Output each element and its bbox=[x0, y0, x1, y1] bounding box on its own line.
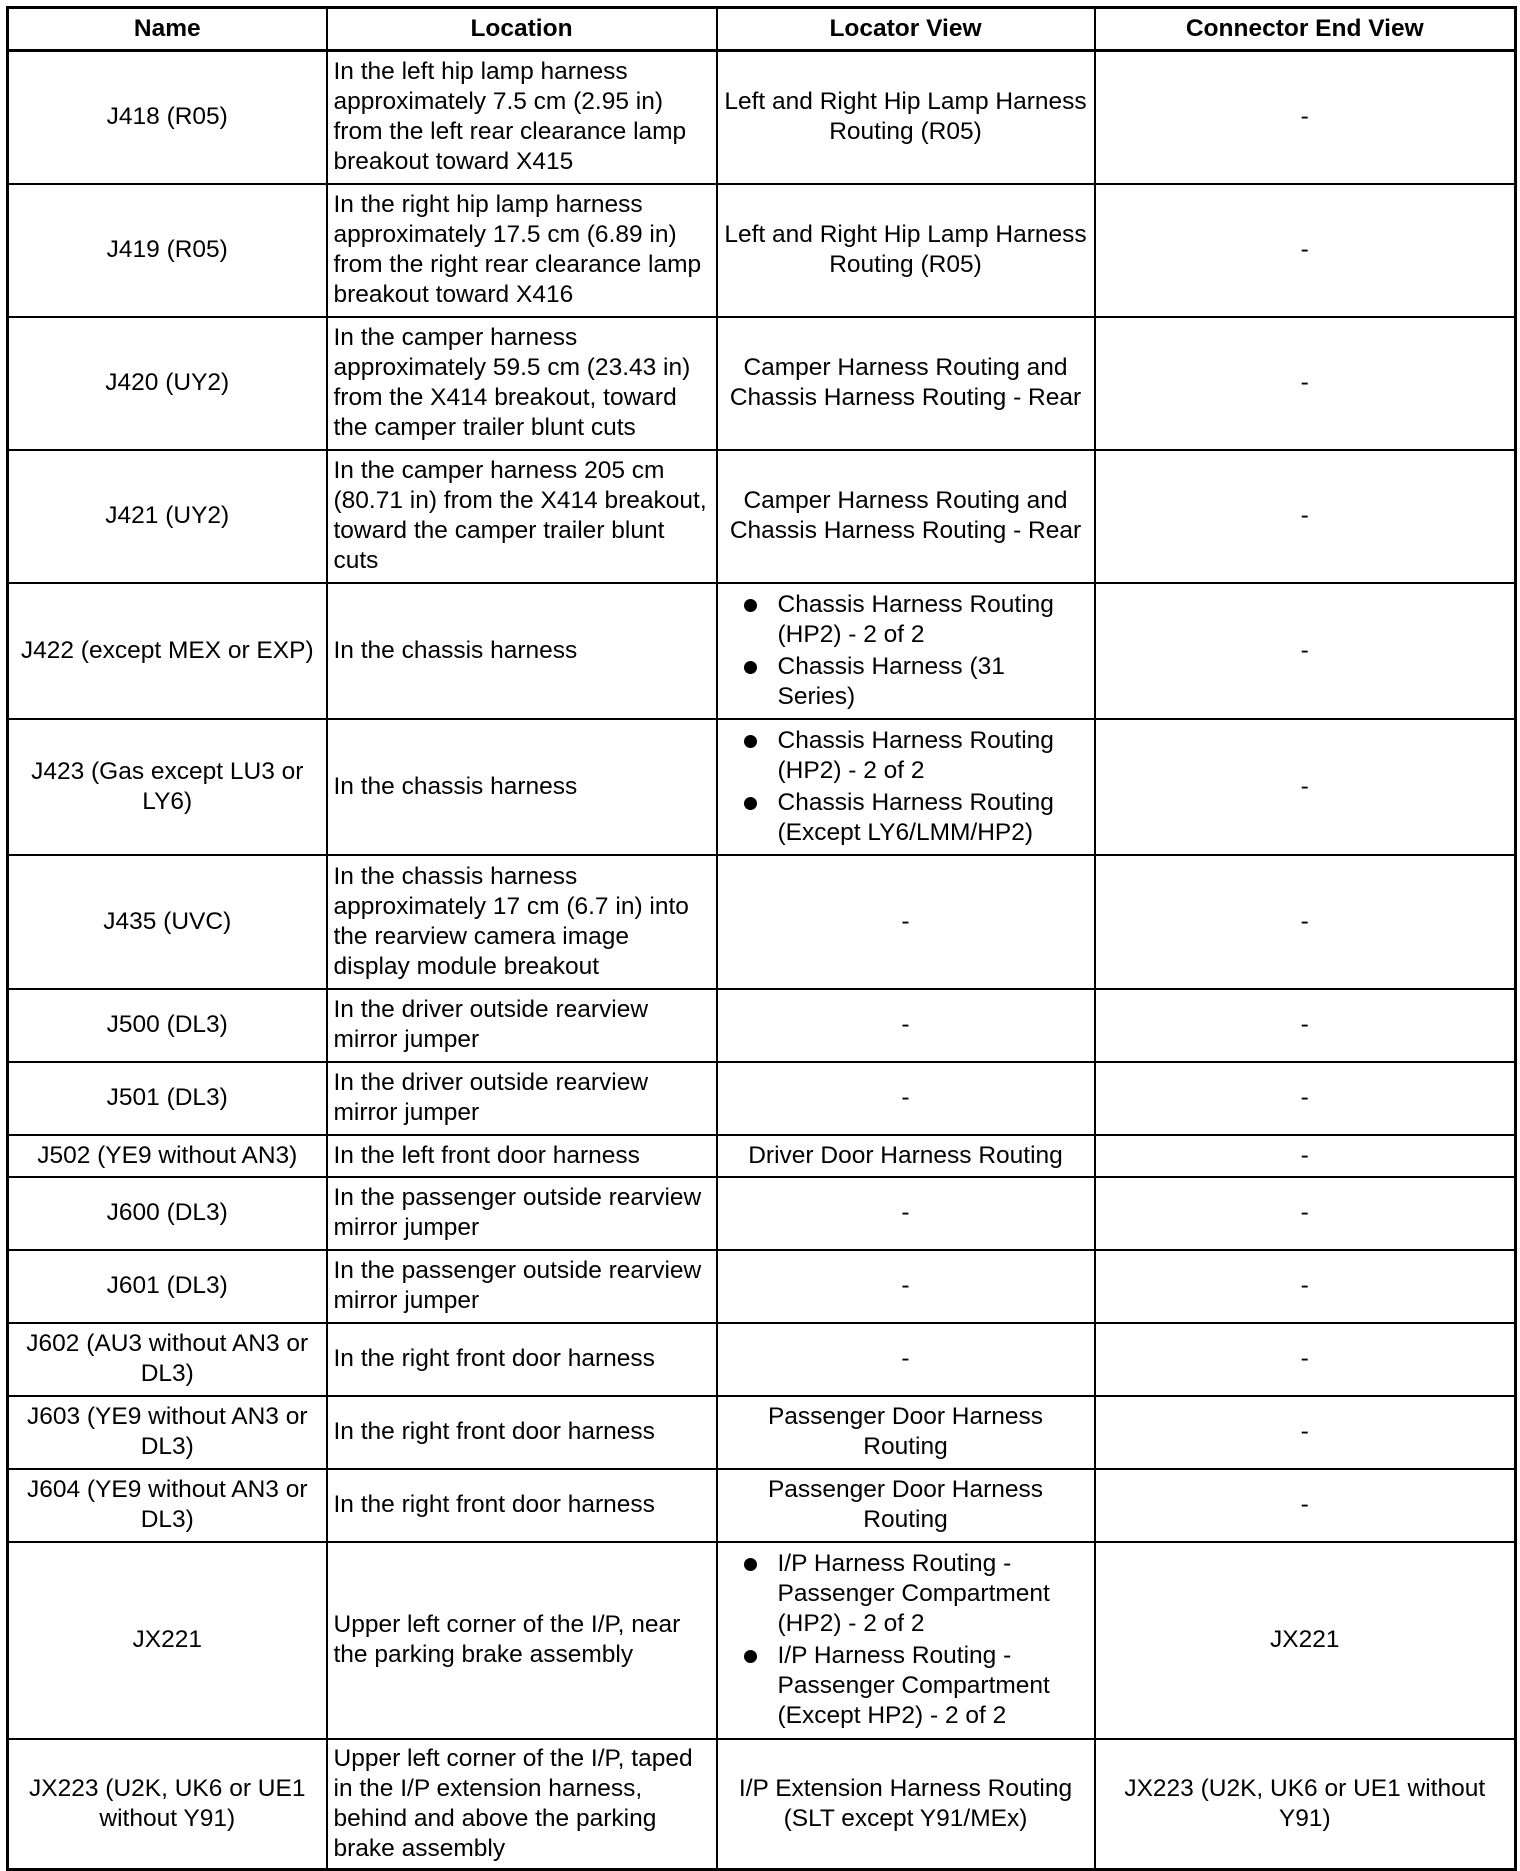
cell-name: J435 (UVC) bbox=[8, 855, 327, 989]
cell-location: In the right hip lamp harness approximately 17.5 cm (6.89 in) from the right rear clearance lamp breakout toward X416 bbox=[327, 184, 717, 317]
bullet-icon bbox=[744, 661, 757, 674]
cell-connector-end-view: JX223 (U2K, UK6 or UE1 without Y91) bbox=[1095, 1739, 1516, 1870]
table-row bbox=[8, 1739, 1516, 1870]
list-item bbox=[742, 652, 1088, 712]
cell-location: Upper left corner of the I/P, taped in the I/P extension harness, behind and above the parking brake assembly bbox=[327, 1739, 717, 1870]
cell-location: In the right front door harness bbox=[327, 1396, 717, 1469]
cell-location: In the chassis harness bbox=[327, 583, 717, 719]
cell-location: In the driver outside rearview mirror jumper bbox=[327, 1062, 717, 1135]
locator-view-text: Camper Harness Routing and Chassis Harness Routing - Rear bbox=[729, 354, 1082, 411]
table-row bbox=[8, 450, 1516, 583]
cell-connector-end-view: - bbox=[1095, 1062, 1516, 1135]
table-row bbox=[8, 1177, 1516, 1250]
cell-location: In the camper harness 205 cm (80.71 in) from the X414 breakout, toward the camper trailer blunt cuts bbox=[327, 450, 717, 583]
locator-view-text: - bbox=[901, 1199, 910, 1226]
cell-name: J419 (R05) bbox=[8, 184, 327, 317]
table-row bbox=[8, 989, 1516, 1062]
bullet-icon bbox=[744, 735, 757, 748]
list-item-text: I/P Harness Routing - Passenger Compartment (HP2) - 2 of 2 bbox=[777, 1550, 1050, 1637]
bullet-icon bbox=[744, 1558, 757, 1571]
cell-name: JX223 (U2K, UK6 or UE1 without Y91) bbox=[8, 1739, 327, 1870]
bullet-icon bbox=[744, 797, 757, 810]
cell-name: J502 (YE9 without AN3) bbox=[8, 1135, 327, 1177]
locator-view-text: - bbox=[901, 1084, 910, 1111]
table-row bbox=[8, 1250, 1516, 1323]
cell-location: In the left hip lamp harness approximately 7.5 cm (2.95 in) from the left rear clearance lamp breakout toward X415 bbox=[327, 51, 717, 184]
cell-connector-end-view: - bbox=[1095, 719, 1516, 855]
cell-name: J420 (UY2) bbox=[8, 317, 327, 450]
table-row bbox=[8, 1062, 1516, 1135]
cell-connector-end-view: - bbox=[1095, 989, 1516, 1062]
cell-location: In the chassis harness bbox=[327, 719, 717, 855]
cell-location: In the right front door harness bbox=[327, 1323, 717, 1396]
table-row bbox=[8, 317, 1516, 450]
header-name: Name bbox=[8, 8, 327, 51]
cell-name: J418 (R05) bbox=[8, 51, 327, 184]
cell-connector-end-view: - bbox=[1095, 1177, 1516, 1250]
header-locator-view: Locator View bbox=[717, 8, 1095, 51]
locator-view-text: Left and Right Hip Lamp Harness Routing (R05) bbox=[724, 221, 1087, 278]
cell-locator-view bbox=[717, 855, 1095, 989]
cell-name: J600 (DL3) bbox=[8, 1177, 327, 1250]
locator-view-text: - bbox=[901, 1272, 910, 1299]
locator-view-text: Passenger Door Harness Routing bbox=[767, 1403, 1044, 1460]
cell-locator-view bbox=[717, 1396, 1095, 1469]
cell-locator-view bbox=[717, 1323, 1095, 1396]
locator-view-list bbox=[724, 590, 1088, 712]
cell-connector-end-view: - bbox=[1095, 317, 1516, 450]
list-item-text: Chassis Harness Routing (HP2) - 2 of 2 bbox=[777, 726, 1054, 784]
cell-connector-end-view: - bbox=[1095, 51, 1516, 184]
table-row bbox=[8, 1323, 1516, 1396]
cell-locator-view bbox=[717, 1250, 1095, 1323]
header-location: Location bbox=[327, 8, 717, 51]
table-row bbox=[8, 1542, 1516, 1739]
locator-view-list bbox=[724, 726, 1088, 848]
cell-locator-view bbox=[717, 1135, 1095, 1177]
cell-location: In the right front door harness bbox=[327, 1469, 717, 1542]
bullet-icon bbox=[744, 1650, 757, 1663]
cell-locator-view bbox=[717, 1739, 1095, 1870]
table-row bbox=[8, 51, 1516, 184]
cell-locator-view bbox=[717, 1062, 1095, 1135]
cell-locator-view bbox=[717, 450, 1095, 583]
list-item bbox=[742, 726, 1088, 786]
cell-name: J601 (DL3) bbox=[8, 1250, 327, 1323]
cell-name: J603 (YE9 without AN3 or DL3) bbox=[8, 1396, 327, 1469]
cell-name: J602 (AU3 without AN3 or DL3) bbox=[8, 1323, 327, 1396]
cell-name: JX221 bbox=[8, 1542, 327, 1739]
table-row bbox=[8, 719, 1516, 855]
list-item-text: I/P Harness Routing - Passenger Compartment (Except HP2) - 2 of 2 bbox=[777, 1642, 1050, 1729]
locator-view-list bbox=[724, 1549, 1088, 1731]
locator-view-text: Left and Right Hip Lamp Harness Routing (R05) bbox=[724, 88, 1087, 146]
cell-locator-view bbox=[717, 1177, 1095, 1250]
cell-locator-view bbox=[717, 184, 1095, 317]
list-item bbox=[742, 788, 1088, 848]
connector-location-table bbox=[6, 6, 1517, 1871]
cell-connector-end-view: - bbox=[1095, 1250, 1516, 1323]
list-item bbox=[742, 590, 1088, 650]
cell-locator-view bbox=[717, 1542, 1095, 1739]
cell-name: J604 (YE9 without AN3 or DL3) bbox=[8, 1469, 327, 1542]
locator-view-text: - bbox=[901, 1011, 910, 1038]
table-row bbox=[8, 1469, 1516, 1542]
cell-location: In the chassis harness approximately 17 cm (6.7 in) into the rearview camera image display module breakout bbox=[327, 855, 717, 989]
table-body bbox=[8, 51, 1516, 1870]
cell-location: In the camper harness approximately 59.5 cm (23.43 in) from the X414 breakout, toward the camper trailer blunt cuts bbox=[327, 317, 717, 450]
cell-location: In the driver outside rearview mirror jumper bbox=[327, 989, 717, 1062]
table-row bbox=[8, 184, 1516, 317]
cell-locator-view bbox=[717, 989, 1095, 1062]
cell-name: J421 (UY2) bbox=[8, 450, 327, 583]
table-row bbox=[8, 1396, 1516, 1469]
list-item bbox=[742, 1549, 1088, 1639]
cell-connector-end-view: - bbox=[1095, 1469, 1516, 1542]
cell-location: In the passenger outside rearview mirror jumper bbox=[327, 1250, 717, 1323]
list-item bbox=[742, 1641, 1088, 1731]
list-item-text: Chassis Harness (31 Series) bbox=[777, 652, 1005, 710]
cell-location: Upper left corner of the I/P, near the parking brake assembly bbox=[327, 1542, 717, 1739]
cell-connector-end-view: - bbox=[1095, 1323, 1516, 1396]
cell-connector-end-view: - bbox=[1095, 450, 1516, 583]
list-item-text: Chassis Harness Routing (Except LY6/LMM/HP2) bbox=[777, 788, 1054, 846]
bullet-icon bbox=[744, 599, 757, 612]
locator-view-text: I/P Extension Harness Routing (SLT except Y91/MEx) bbox=[738, 1774, 1073, 1832]
cell-connector-end-view: JX221 bbox=[1095, 1542, 1516, 1739]
table-row bbox=[8, 1135, 1516, 1177]
locator-view-text: Passenger Door Harness Routing bbox=[767, 1476, 1044, 1533]
locator-view-text: - bbox=[901, 1345, 910, 1372]
table-row bbox=[8, 583, 1516, 719]
locator-view-text: Camper Harness Routing and Chassis Harness Routing - Rear bbox=[729, 487, 1082, 544]
cell-connector-end-view: - bbox=[1095, 1135, 1516, 1177]
cell-location: In the left front door harness bbox=[327, 1135, 717, 1177]
cell-locator-view bbox=[717, 317, 1095, 450]
header-connector-end-view: Connector End View bbox=[1095, 8, 1516, 51]
cell-location: In the passenger outside rearview mirror jumper bbox=[327, 1177, 717, 1250]
locator-view-text: Driver Door Harness Routing bbox=[748, 1141, 1063, 1169]
cell-connector-end-view: - bbox=[1095, 1396, 1516, 1469]
cell-locator-view bbox=[717, 1469, 1095, 1542]
locator-view-text: - bbox=[901, 907, 910, 935]
cell-connector-end-view: - bbox=[1095, 583, 1516, 719]
cell-locator-view bbox=[717, 719, 1095, 855]
cell-name: J422 (except MEX or EXP) bbox=[8, 583, 327, 719]
cell-name: J423 (Gas except LU3 or LY6) bbox=[8, 719, 327, 855]
cell-locator-view bbox=[717, 51, 1095, 184]
cell-locator-view bbox=[717, 583, 1095, 719]
cell-name: J501 (DL3) bbox=[8, 1062, 327, 1135]
cell-connector-end-view: - bbox=[1095, 855, 1516, 989]
cell-connector-end-view: - bbox=[1095, 184, 1516, 317]
table-row bbox=[8, 855, 1516, 989]
header-row bbox=[8, 8, 1516, 51]
list-item-text: Chassis Harness Routing (HP2) - 2 of 2 bbox=[777, 590, 1054, 648]
cell-name: J500 (DL3) bbox=[8, 989, 327, 1062]
